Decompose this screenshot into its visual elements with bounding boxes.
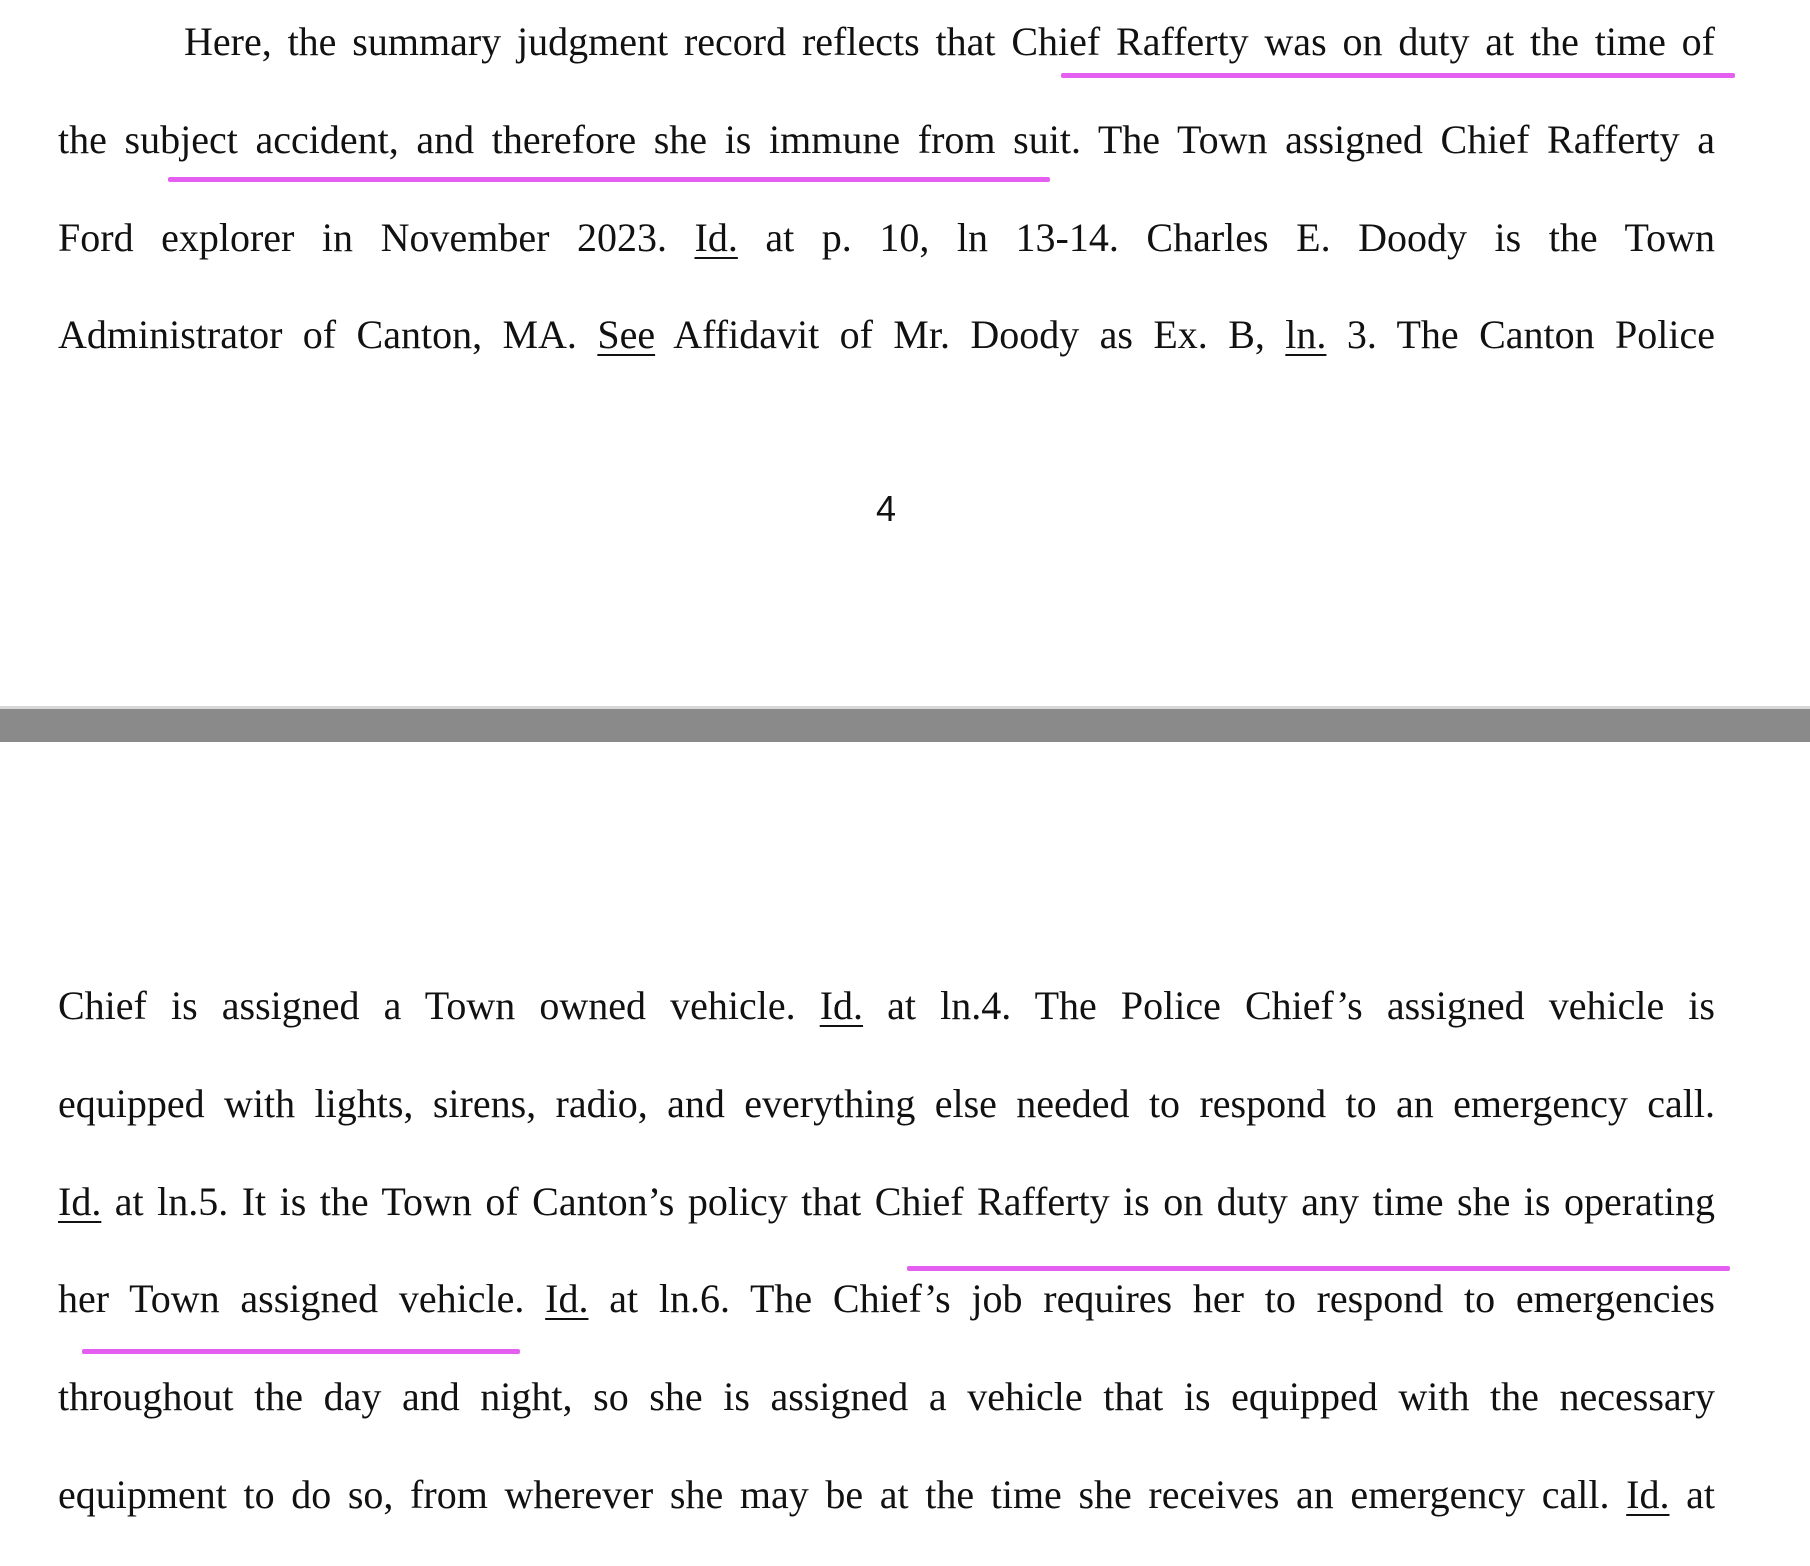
- citation-underlined: Id.: [545, 1276, 589, 1321]
- highlight-underline: [907, 1266, 1730, 1271]
- text-line: equipped with lights, sirens, radio, and everything else needed to respond to an emergency call.: [58, 1081, 1715, 1126]
- citation-underlined: Id.: [819, 983, 864, 1028]
- text-line: throughout the day and night, so she is assigned a vehicle that is equipped with the necessary: [58, 1374, 1715, 1419]
- text-line: equipment to do so, from wherever she may be at the time she receives an emergency call. Id. at: [58, 1472, 1716, 1517]
- citation-underlined: ln.: [1285, 312, 1327, 357]
- citation-underlined: Id.: [1626, 1472, 1670, 1517]
- citation-underlined: Id.: [694, 215, 738, 260]
- text-line: her Town assigned vehicle. Id. at ln.6. The Chief’s job requires her to respond to emergencies: [58, 1276, 1715, 1321]
- text-line: Here, the summary judgment record reflects that Chief Rafferty was on duty at the time of: [184, 19, 1715, 64]
- citation-underlined: Id.: [58, 1179, 102, 1224]
- text-line: the subject accident, and therefore she is immune from suit. The Town assigned Chief Rafferty a: [58, 117, 1715, 162]
- citation-underlined: See: [597, 312, 656, 357]
- page-number: 4: [875, 488, 897, 529]
- highlight-underline: [1061, 73, 1735, 78]
- text-line: Id. at ln.5. It is the Town of Canton’s policy that Chief Rafferty is on duty any time she is operating: [58, 1179, 1715, 1224]
- text-line: Ford explorer in November 2023. Id. at p. 10, ln 13-14. Charles E. Doody is the Town: [58, 215, 1715, 260]
- text-line: Chief is assigned a Town owned vehicle. Id. at ln.4. The Police Chief’s assigned vehicle is: [58, 983, 1715, 1028]
- highlight-underline: [82, 1349, 520, 1354]
- text-line: Administrator of Canton, MA. See Affidavit of Mr. Doody as Ex. B, ln. 3. The Canton Police: [58, 312, 1716, 357]
- highlight-underline: [168, 177, 1050, 182]
- page-divider: [0, 706, 1810, 742]
- document-page-bottom: [0, 742, 1810, 1566]
- document-page-top: [0, 0, 1810, 706]
